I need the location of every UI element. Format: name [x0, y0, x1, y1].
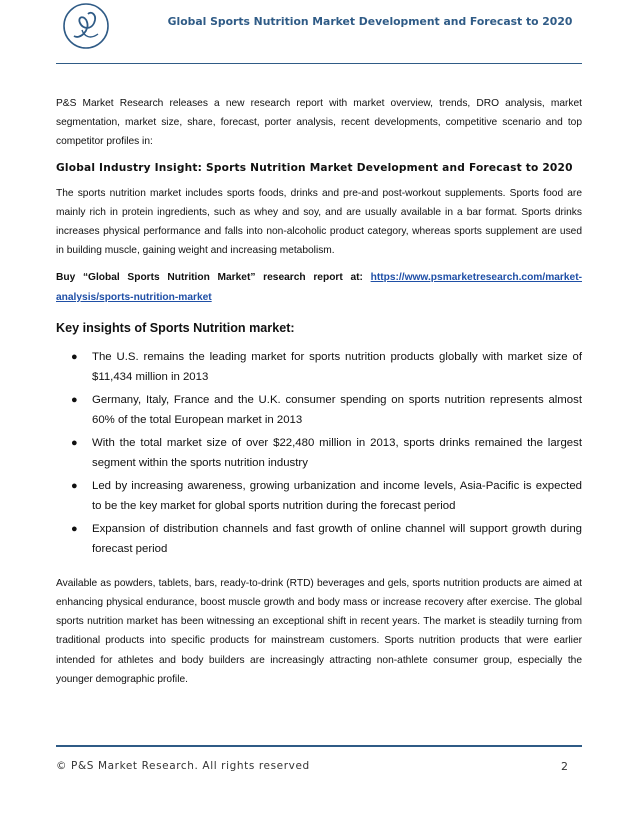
key-insights-list: [56, 347, 582, 560]
buy-prefix: Buy “Global Sports Nutrition Market” research report at:: [56, 272, 371, 284]
list-item: ● Expansion of distribution channels and fast growth of online channel will support growth during forecast period: [56, 519, 582, 560]
bullet-icon: ●: [71, 350, 78, 363]
page-number: 2: [561, 760, 568, 773]
list-item: ● Germany, Italy, France and the U.K. consumer spending on sports nutrition represents almost 60% of the total European market in 2013: [56, 390, 582, 431]
footer-divider: [56, 745, 582, 747]
ps-logo-icon: [60, 0, 112, 52]
bullet-icon: ●: [71, 522, 78, 535]
buy-paragraph: [56, 268, 582, 306]
header-title: Global Sports Nutrition Market Development and Forecast to 2020: [167, 15, 573, 28]
bullet-icon: ●: [71, 436, 78, 449]
key-insights-heading: Key insights of Sports Nutrition market:: [56, 320, 295, 335]
list-item: ● The U.S. remains the leading market for sports nutrition products globally with market size of $11,434 million in 2013: [56, 347, 582, 388]
bullet-icon: ●: [71, 393, 78, 406]
footer-copyright: © P&S Market Research. All rights reserved: [56, 760, 310, 772]
list-item: ● Led by increasing awareness, growing urbanization and income levels, Asia-Pacific is expected to be the key market for global sports nutrition during the forecast period: [56, 476, 582, 517]
intro-paragraph: P&S Market Research releases a new research report with market overview, trends, DRO analysis, market segmentation, market size, share, forecast, porter analysis, recent developments, competitive scenario and top competitor profiles in:: [56, 98, 582, 148]
page-body: [56, 94, 582, 697]
description-paragraph: The sports nutrition market includes sports foods, drinks and pre-and post-workout supplements. Sports food are mainly rich in protein ingredients, such as whey and soy, and are usually available in a bar format. Sports drinks increases physical performance and falls into non-alcoholic product category, whereas sports supplement are used in building muscle, gaining weight and increasing metabolism.: [56, 187, 582, 257]
bullet-icon: ●: [71, 479, 78, 492]
insight-heading: Global Industry Insight: Sports Nutrition Market Development and Forecast to 2020: [56, 161, 573, 174]
list-item: ● With the total market size of over $22,480 million in 2013, sports drinks remained the largest segment within the sports nutrition industry: [56, 433, 582, 474]
closing-paragraph: Available as powders, tablets, bars, ready-to-drink (RTD) beverages and gels, sports nutrition products are aimed at enhancing physical endurance, boost muscle growth and body mass or increase recovery after exercise. The global sports nutrition market has been witnessing an exceptional shift in recent years. The market is steadily turning from traditional products into specific products for mainstream customers. Sports nutrition products that were earlier intended for athletes and body builders are increasingly attracting non-athlete consumer group, especially the younger demographic profile.: [56, 577, 582, 685]
report-link[interactable]: https://www.psmarketresearch.com/market-analysis/sports-nutrition-market: [56, 272, 582, 303]
header-divider: [56, 63, 582, 64]
